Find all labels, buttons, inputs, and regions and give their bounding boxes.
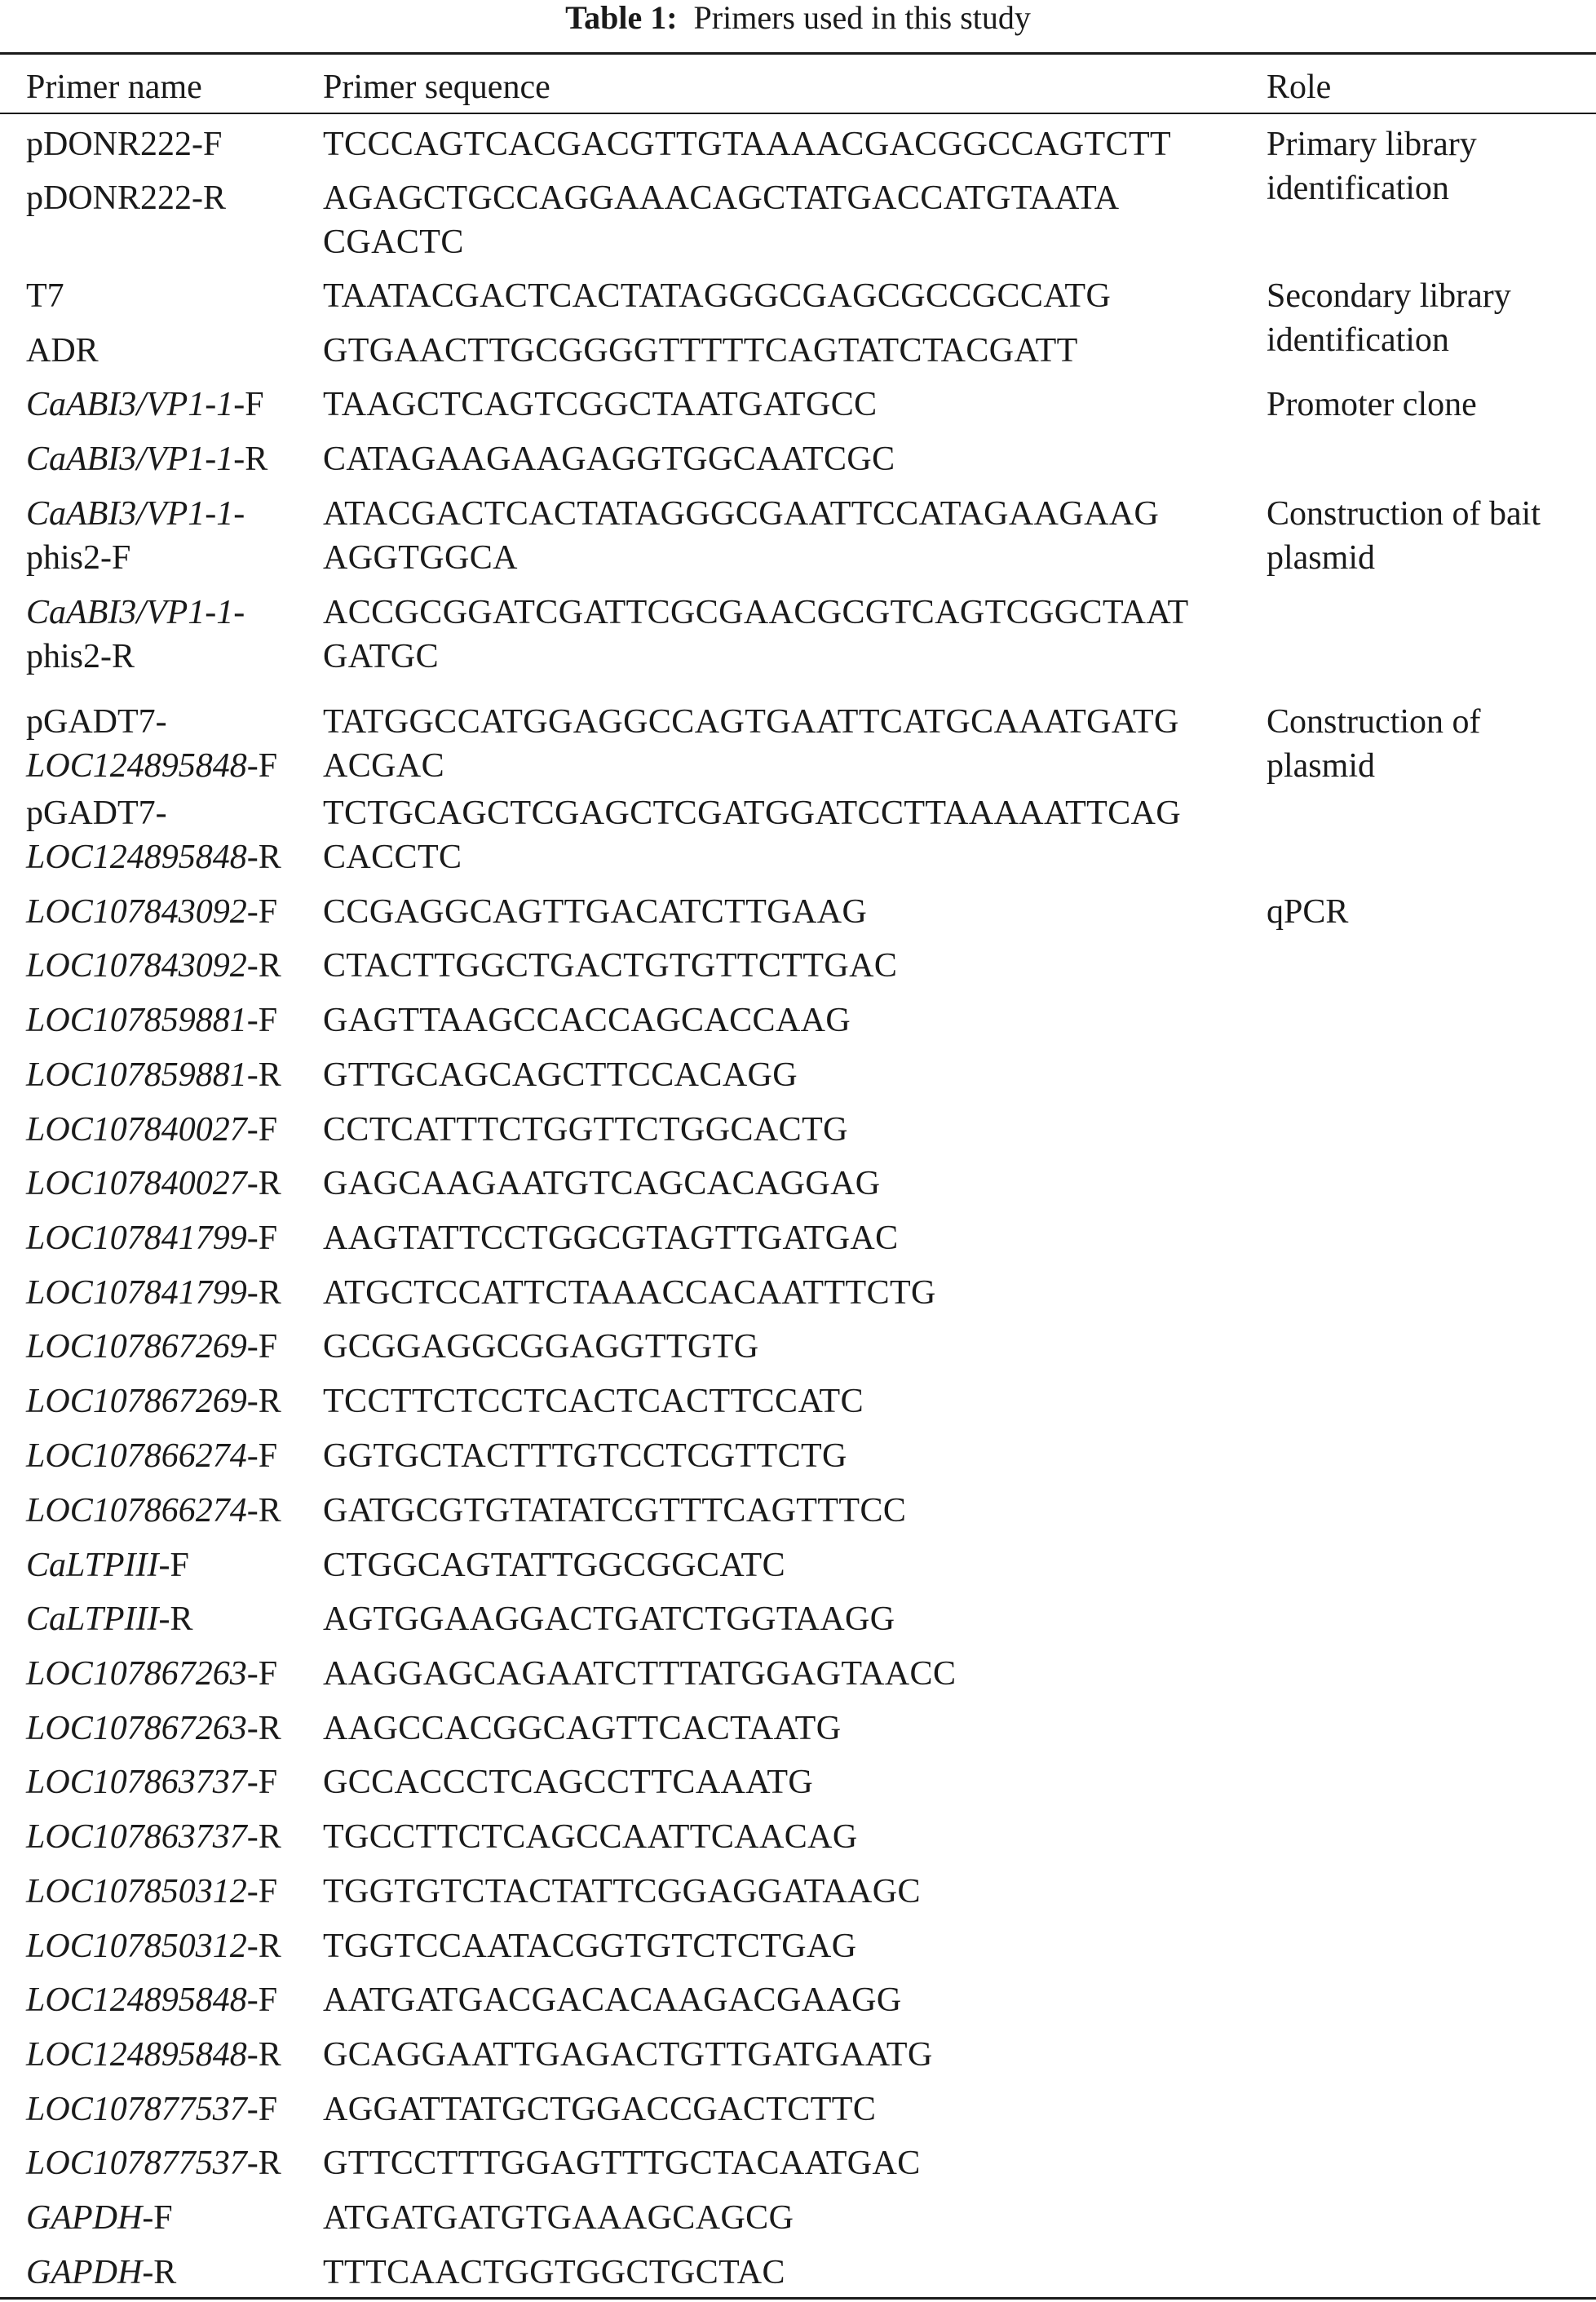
gene-name-italic: LOC107859881 xyxy=(26,1056,247,1094)
gene-name-italic: CaABI3/VP1-1- xyxy=(26,495,245,533)
primer-name xyxy=(26,1162,281,1206)
primer-name-text: phis2-R xyxy=(26,638,135,675)
sequence-line: GATGCGTGTATATCGTTTCAGTTTCC xyxy=(323,1492,907,1530)
primer-sequence xyxy=(323,1108,848,1152)
primer-sequence xyxy=(323,492,1159,580)
sequence-line: GAGCAAGAATGTCAGCACAGGAG xyxy=(323,1165,881,1202)
primer-name-text: -R xyxy=(158,1600,193,1638)
primer-sequence xyxy=(323,329,1078,373)
gene-name-italic: LOC107866274 xyxy=(26,1492,247,1530)
gene-name-italic: LOC107866274 xyxy=(26,1437,247,1475)
sequence-line: TAAGCTCAGTCGGCTAATGATGCC xyxy=(323,386,878,423)
sequence-line: ACGAC xyxy=(323,747,445,785)
sequence-line: TGCCTTCTCAGCCAATTCAACAG xyxy=(323,1818,858,1856)
primer-name-text: -F xyxy=(142,2199,173,2237)
primer-name xyxy=(26,383,264,427)
primer-sequence xyxy=(323,1652,956,1696)
sequence-line: GTTGCAGCAGCTTCCACAGG xyxy=(323,1056,798,1094)
primer-name xyxy=(26,1924,281,1968)
primer-name-text: -F xyxy=(233,386,264,423)
primer-sequence xyxy=(323,2141,921,2185)
primer-sequence xyxy=(323,791,1181,879)
gene-name-italic: LOC107843092 xyxy=(26,893,247,931)
gene-name-italic: LOC107843092 xyxy=(26,947,247,985)
primer-name xyxy=(26,1216,277,1260)
role-line: identification xyxy=(1267,321,1449,359)
primer-name xyxy=(26,2141,281,2185)
primer-sequence xyxy=(323,1543,785,1587)
primer-name-text: -F xyxy=(246,1328,278,1366)
gene-name-italic: CaABI3/VP1-1 xyxy=(26,386,234,423)
gene-name-italic: LOC124895848 xyxy=(26,2036,247,2074)
primer-name xyxy=(26,2033,281,2077)
role-line: qPCR xyxy=(1267,893,1349,931)
gene-name-italic: LOC107859881 xyxy=(26,1002,247,1039)
primer-sequence xyxy=(323,2196,794,2240)
primer-name xyxy=(26,1434,277,1478)
primer-role xyxy=(1267,383,1477,427)
sequence-line: AGGATTATGCTGGACCGACTCTTC xyxy=(323,2091,877,2128)
sequence-line: AAGGAGCAGAATCTTTATGGAGTAACC xyxy=(323,1655,957,1693)
primer-sequence xyxy=(323,700,1179,788)
primer-name xyxy=(26,998,277,1043)
primer-sequence xyxy=(323,122,1171,166)
primer-name-text: -F xyxy=(246,1437,278,1475)
gene-name-italic: GAPDH xyxy=(26,2254,143,2291)
primer-sequence xyxy=(323,383,878,427)
gene-name-italic: LOC107850312 xyxy=(26,1928,247,1965)
primer-sequence xyxy=(323,274,1111,318)
gene-name-italic: LOC107877537 xyxy=(26,2145,247,2182)
role-line: Primary library xyxy=(1267,126,1477,163)
sequence-line: TATGGCCATGGAGGCCAGTGAATTCATGCAAATGATG xyxy=(323,703,1179,741)
primer-name-text: ADR xyxy=(26,332,99,370)
primer-name-text: -F xyxy=(246,2091,278,2128)
primer-name xyxy=(26,1870,277,1914)
primer-name xyxy=(26,2087,277,2132)
primer-name-text: T7 xyxy=(26,277,64,315)
primer-name xyxy=(26,1543,189,1587)
primer-name-text: -R xyxy=(246,1165,281,1202)
primer-name-text: -R xyxy=(233,440,268,478)
sequence-line: CCGAGGCAGTTGACATCTTGAAG xyxy=(323,893,868,931)
primer-name-text: -R xyxy=(246,1492,281,1530)
gene-name-italic: GAPDH xyxy=(26,2199,143,2237)
primer-name-text: -F xyxy=(246,1111,278,1149)
gene-name-italic: LOC107863737 xyxy=(26,1764,247,1801)
gene-name-italic: CaLTPIII xyxy=(26,1600,159,1638)
role-line: plasmid xyxy=(1267,747,1375,785)
sequence-line: GCGGAGGCGGAGGTTGTG xyxy=(323,1328,759,1366)
primer-name xyxy=(26,1271,281,1315)
sequence-line: GTGAACTTGCGGGGTTTTTCAGTATCTACGATT xyxy=(323,332,1078,370)
sequence-line: GTTCCTTTGGAGTTTGCTACAATGAC xyxy=(323,2145,921,2182)
gene-name-italic: LOC107867263 xyxy=(26,1655,247,1693)
primer-name-text: phis2-F xyxy=(26,539,131,577)
primer-name-text: -R xyxy=(246,947,281,985)
primer-name-text: pGADT7- xyxy=(26,795,167,832)
sequence-line: GCCACCCTCAGCCTTCAAATG xyxy=(323,1764,814,1801)
sequence-line: TGGTGTCTACTATTCGGAGGATAAGC xyxy=(323,1873,921,1910)
sequence-line: GAGTTAAGCCACCAGCACCAAG xyxy=(323,1002,851,1039)
primer-sequence xyxy=(323,1815,858,1859)
primer-name-text: -F xyxy=(246,893,278,931)
primer-role xyxy=(1267,274,1511,362)
role-line: Construction of bait xyxy=(1267,495,1541,533)
gene-name-italic: LOC107840027 xyxy=(26,1165,247,1202)
sequence-line: CATAGAAGAAGAGGTGGCAATCGC xyxy=(323,440,895,478)
primer-name xyxy=(26,1379,281,1423)
gene-name-italic: CaABI3/VP1-1- xyxy=(26,594,245,631)
primer-name xyxy=(26,2251,176,2295)
primer-name-text: -R xyxy=(246,1710,281,1747)
primer-name-text: -F xyxy=(246,1002,278,1039)
primer-name xyxy=(26,329,99,373)
primer-name xyxy=(26,1108,277,1152)
role-line: Construction of xyxy=(1267,703,1481,741)
gene-name-italic: LOC107841799 xyxy=(26,1220,247,1257)
primer-role xyxy=(1267,890,1348,934)
primer-name xyxy=(26,1815,281,1859)
sequence-line: AAGCCACGGCAGTTCACTAATG xyxy=(323,1710,842,1747)
sequence-line: TAATACGACTCACTATAGGGCGAGCGCCGCCATG xyxy=(323,277,1112,315)
sequence-line: CACCTC xyxy=(323,839,462,876)
primer-name xyxy=(26,700,277,788)
primer-name xyxy=(26,1760,277,1804)
gene-name-italic: CaABI3/VP1-1 xyxy=(26,440,234,478)
primer-sequence xyxy=(323,1597,895,1641)
sequence-line: GATGC xyxy=(323,638,440,675)
sequence-line: TCCTTCTCCTCACTCACTTCCATC xyxy=(323,1383,864,1420)
primer-name-text: -F xyxy=(246,1764,278,1801)
primer-name-text: -R xyxy=(142,2254,177,2291)
primer-name-text: -R xyxy=(246,1056,281,1094)
primer-name-text: -F xyxy=(246,1655,278,1693)
primer-name xyxy=(26,176,226,220)
primer-sequence xyxy=(323,2087,876,2132)
gene-name-italic: LOC107867269 xyxy=(26,1383,247,1420)
gene-name-italic: LOC124895848 xyxy=(26,1981,247,2019)
sequence-line: CTACTTGGCTGACTGTGTTCTTGAC xyxy=(323,947,898,985)
primer-name xyxy=(26,1489,281,1533)
primer-name xyxy=(26,274,64,318)
gene-name-italic: LOC107867263 xyxy=(26,1710,247,1747)
sequence-line: ATGCTCCATTCTAAACCACAATTTCTG xyxy=(323,1274,936,1312)
primer-name xyxy=(26,1978,277,2022)
sequence-line: AAGTATTCCTGGCGTAGTTGATGAC xyxy=(323,1220,899,1257)
caption-label: Table 1: xyxy=(565,0,678,36)
primer-sequence xyxy=(323,890,867,934)
role-line: Secondary library xyxy=(1267,277,1511,315)
primer-name xyxy=(26,791,281,879)
primer-name-text: -F xyxy=(246,747,278,785)
primer-name xyxy=(26,437,267,481)
primer-name xyxy=(26,1325,277,1369)
primer-sequence xyxy=(323,591,1189,679)
sequence-line: ATACGACTCACTATAGGGCGAATTCCATAGAAGAAG xyxy=(323,495,1160,533)
gene-name-italic: LOC124895848 xyxy=(26,747,247,785)
sequence-line: CTGGCAGTATTGGCGGCATC xyxy=(323,1547,785,1584)
primer-role xyxy=(1267,492,1541,580)
primer-name xyxy=(26,890,277,934)
caption-text: Primers used in this study xyxy=(693,0,1031,36)
sequence-line: ACCGCGGATCGATTCGCGAACGCGTCAGTCGGCTAAT xyxy=(323,594,1189,631)
gene-name-italic: LOC124895848 xyxy=(26,839,247,876)
sequence-line: CCTCATTTCTGGTTCTGGCACTG xyxy=(323,1111,848,1149)
primer-name-text: -F xyxy=(246,1873,278,1910)
gene-name-italic: LOC107850312 xyxy=(26,1873,247,1910)
primer-name-text: -R xyxy=(246,2145,281,2182)
gene-name-italic: LOC107863737 xyxy=(26,1818,247,1856)
primer-sequence xyxy=(323,1870,921,1914)
sequence-line: AGTGGAAGGACTGATCTGGTAAGG xyxy=(323,1600,895,1638)
sequence-line: TCCCAGTCACGACGTTGTAAAACGACGGCCAGTCTT xyxy=(323,126,1172,163)
primer-name xyxy=(26,1053,281,1097)
primer-sequence xyxy=(323,1379,864,1423)
gene-name-italic: LOC107841799 xyxy=(26,1274,247,1312)
primer-name xyxy=(26,122,222,166)
primer-name-text: pGADT7- xyxy=(26,703,167,741)
primer-name xyxy=(26,492,245,580)
sequence-line: GGTGCTACTTTGTCCTCGTTCTG xyxy=(323,1437,847,1475)
primer-name-text: -R xyxy=(246,2036,281,2074)
primer-name-text: -R xyxy=(246,1818,281,1856)
primer-sequence xyxy=(323,176,1120,264)
primer-name xyxy=(26,1707,281,1751)
gene-name-italic: CaLTPIII xyxy=(26,1547,159,1584)
primer-sequence xyxy=(323,1053,798,1097)
sequence-line: AATGATGACGACACAAGACGAAGG xyxy=(323,1981,902,2019)
primer-role xyxy=(1267,122,1477,210)
header-role: Role xyxy=(1267,69,1332,106)
primer-sequence xyxy=(323,437,895,481)
primer-sequence xyxy=(323,1162,881,1206)
primer-sequence xyxy=(323,1271,936,1315)
primer-sequence xyxy=(323,998,851,1043)
sequence-line: TGGTCCAATACGGTGTCTCTGAG xyxy=(323,1928,857,1965)
sequence-line: TTTCAACTGGTGGCTGCTAC xyxy=(323,2254,785,2291)
primer-sequence xyxy=(323,1325,759,1369)
primer-name xyxy=(26,944,281,988)
primer-sequence xyxy=(323,1707,841,1751)
primer-sequence xyxy=(323,1924,856,1968)
role-line: identification xyxy=(1267,170,1449,207)
primer-sequence xyxy=(323,1978,902,2022)
primer-sequence xyxy=(323,944,897,988)
sequence-line: GCAGGAATTGAGACTGTTGATGAATG xyxy=(323,2036,933,2074)
primer-sequence xyxy=(323,1216,899,1260)
gene-name-italic: LOC107867269 xyxy=(26,1328,247,1366)
sequence-line: ATGATGATGTGAAAGCAGCG xyxy=(323,2199,794,2237)
header-primer-name: Primer name xyxy=(26,69,202,106)
primer-sequence xyxy=(323,1760,813,1804)
primer-name xyxy=(26,1597,193,1641)
gene-name-italic: LOC107877537 xyxy=(26,2091,247,2128)
primer-name-text: -R xyxy=(246,1383,281,1420)
role-line: Promoter clone xyxy=(1267,386,1477,423)
sequence-line: CGACTC xyxy=(323,224,464,261)
sequence-line: AGGTGGCA xyxy=(323,539,518,577)
primer-sequence xyxy=(323,2033,933,2077)
role-line: plasmid xyxy=(1267,539,1375,577)
primer-sequence xyxy=(323,1489,906,1533)
primer-name xyxy=(26,591,245,679)
primer-name-text: pDONR222-R xyxy=(26,179,227,217)
primer-name-text: -F xyxy=(246,1981,278,2019)
primer-role xyxy=(1267,700,1480,788)
primer-sequence xyxy=(323,1434,847,1478)
primer-name-text: -R xyxy=(246,1274,281,1312)
primer-name-text: -F xyxy=(158,1547,189,1584)
gene-name-italic: LOC107840027 xyxy=(26,1111,247,1149)
primer-name-text: -F xyxy=(246,1220,278,1257)
primer-name-text: -R xyxy=(246,1928,281,1965)
primer-name-text: -R xyxy=(246,839,281,876)
sequence-line: TCTGCAGCTCGAGCTCGATGGATCCTTAAAAATTCAG xyxy=(323,795,1182,832)
primer-name xyxy=(26,1652,277,1696)
primer-sequence xyxy=(323,2251,785,2295)
bottom-rule xyxy=(0,2297,1596,2300)
header-primer-sequence: Primer sequence xyxy=(323,69,550,106)
primer-name xyxy=(26,2196,173,2240)
sequence-line: AGAGCTGCCAGGAAACAGCTATGACCATGTAATA xyxy=(323,179,1120,217)
primer-name-text: pDONR222-F xyxy=(26,126,223,163)
